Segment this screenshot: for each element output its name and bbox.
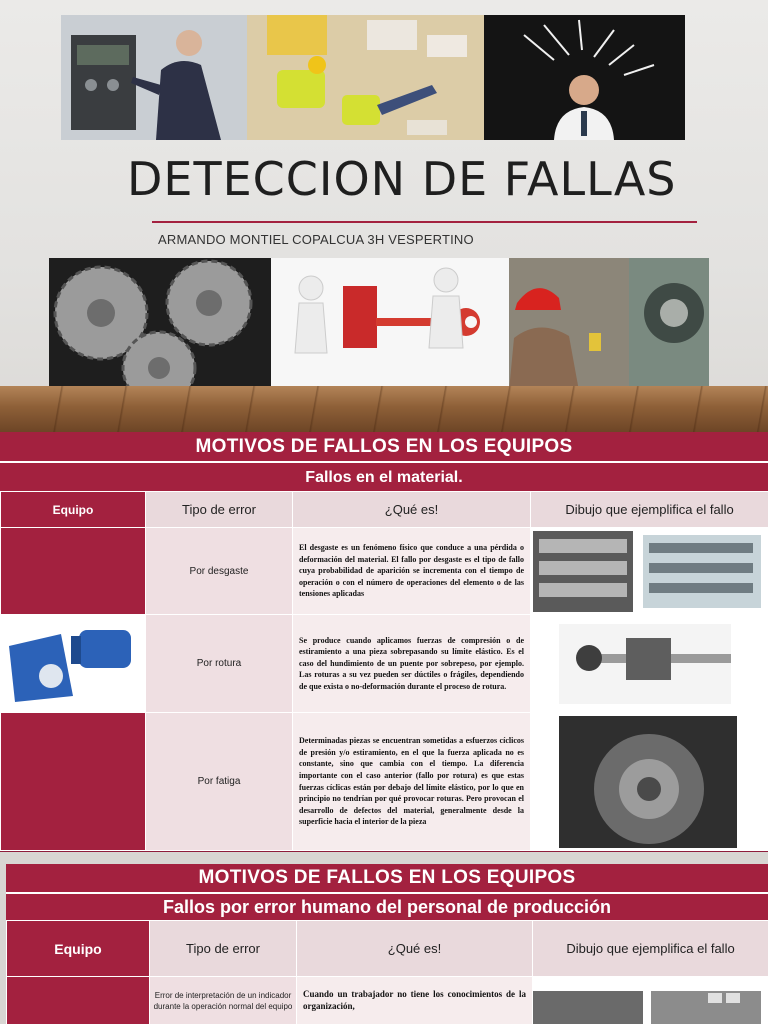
slide-subheading: Fallos en el material. — [0, 461, 768, 491]
table-row — [1, 615, 768, 713]
description-cell: Determinadas piezas se encuentran sometidas a esfuerzos cíclicos de presión y/o estiramiento, en el que la fuerza aplicada no es constante, sino que cambia con el tiempo. La diferencia importante con el caso anterior (fallo por rotura) es que estas fuerzas cíclicas están por debajo del límite elástico, por lo que en principio no tendrían por qué provocar roturas. Pero provocan el desarrollo de defectos del material, generalmente desde la superficie hacia el interior de la pieza — [293, 713, 531, 851]
column-header-dibujo: Dibujo que ejemplifica el fallo — [533, 921, 768, 977]
failures-table — [6, 920, 768, 1024]
stressed-man-photo — [484, 15, 685, 140]
description-cell: El desgaste es un fenómeno físico que conduce a una pérdida o deformación del material. El fallo por desgaste es el tipo de fallo cuya probabilidad de aparición se incrementa con el tiempo de operación o con el número de operaciones del elemento o de las tensiones aplicadas — [293, 528, 531, 615]
description-cell: Cuando un trabajador no tiene los conocimientos de la organización, — [297, 977, 533, 1024]
error-type-cell: Por rotura — [146, 615, 293, 713]
gear-motor-image — [1, 616, 144, 712]
column-header-tipo: Tipo de error — [146, 492, 293, 528]
table-row — [1, 528, 768, 615]
slide-heading: MOTIVOS DE FALLOS EN LOS EQUIPOS — [6, 864, 768, 892]
error-type-cell: Por desgaste — [146, 528, 293, 615]
equipment-cell — [7, 977, 150, 1024]
equipment-cell — [1, 713, 146, 851]
title-slide — [0, 0, 768, 432]
example-image-cell — [531, 528, 768, 615]
column-header-equipo: Equipo — [1, 492, 146, 528]
broken-shaft-image — [531, 616, 767, 712]
indicator-panel-image — [533, 977, 768, 1024]
column-header-tipo: Tipo de error — [150, 921, 297, 977]
teamwork-wrench-photo — [271, 258, 509, 391]
technician-photo — [61, 15, 247, 140]
column-header-dibujo: Dibujo que ejemplifica el fallo — [531, 492, 768, 528]
worn-gears-image — [531, 529, 767, 614]
table-row — [1, 713, 768, 851]
example-image-cell — [531, 713, 768, 851]
description-cell: Se produce cuando aplicamos fuerzas de compresión o de estiramiento a una pieza sobrepasando su límite elástico. Es el caso del hundimiento de un puente por sobrepeso, por ejemplo. Las roturas a su vez pueden ser dúctiles o frágiles, dependiendo de que exista o no-deformación durante el proceso de rotura. — [293, 615, 531, 713]
page-title: DETECCION DE FALLAS — [127, 152, 677, 206]
column-header-equipo: Equipo — [7, 921, 150, 977]
helmet-technician-photo — [509, 258, 709, 391]
example-image-cell — [533, 977, 768, 1024]
gears-photo — [49, 258, 271, 391]
equipment-image-cell — [1, 615, 146, 713]
accident-photo — [247, 15, 484, 140]
material-failures-slide — [0, 432, 768, 852]
column-header-que-es: ¿Qué es! — [293, 492, 531, 528]
failures-table — [0, 491, 768, 851]
table-row — [7, 977, 768, 1024]
error-type-cell: Error de interpretación de un indicador durante la operación normal del equipo — [150, 977, 297, 1024]
table-header-row — [7, 921, 768, 977]
example-image-cell — [531, 615, 768, 713]
slide-subheading: Fallos por error humano del personal de producción — [6, 892, 768, 920]
slide-frame — [6, 864, 768, 1024]
error-type-cell: Por fatiga — [146, 713, 293, 851]
author-subtitle: ARMANDO MONTIEL COPALCUA 3H VESPERTINO — [158, 232, 474, 247]
fatigue-gear-image — [531, 714, 767, 850]
table-header-row — [1, 492, 768, 528]
title-divider — [152, 221, 697, 223]
human-error-slide — [0, 852, 768, 1024]
equipment-cell — [1, 528, 146, 615]
slide-heading: MOTIVOS DE FALLOS EN LOS EQUIPOS — [0, 432, 768, 461]
column-header-que-es: ¿Qué es! — [297, 921, 533, 977]
wood-floor-decoration — [0, 386, 768, 432]
